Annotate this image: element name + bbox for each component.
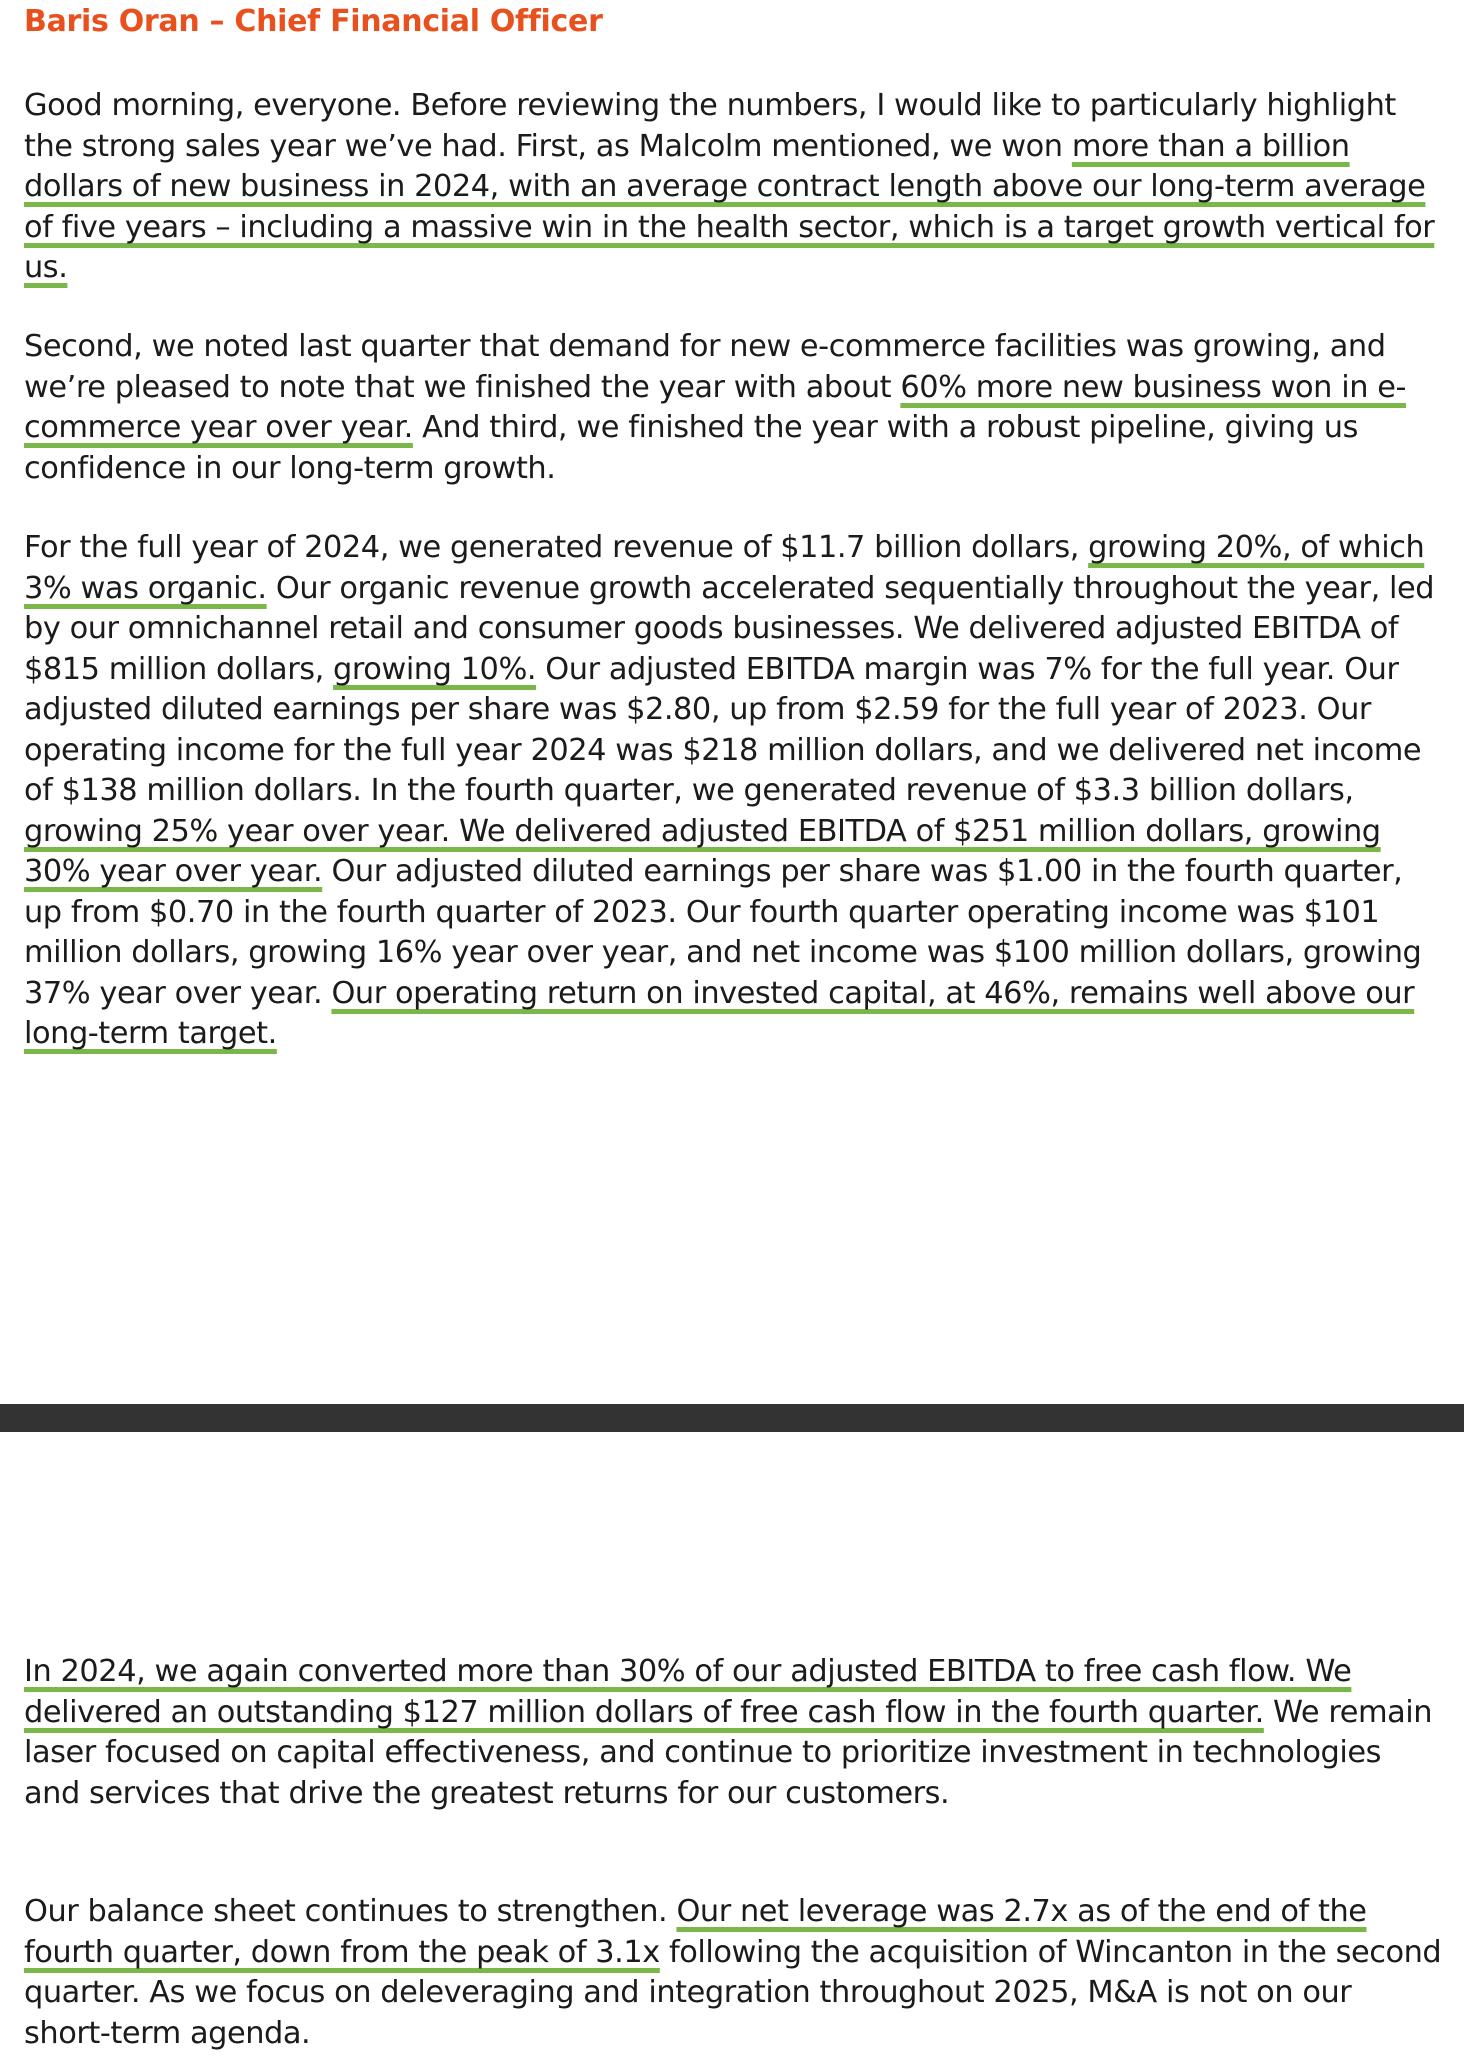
speaker-heading: Baris Oran – Chief Financial Officer bbox=[24, 4, 603, 39]
highlighted-text: Our operating return on invested capital, at 46%, remains well above our long-term target. bbox=[24, 975, 1415, 1051]
paragraph bbox=[24, 327, 1444, 489]
highlighted-text: more than a billion dollars of new business in 2024, with an average contract length above our long-term average of five years – including a massive win in the health sector, which is a target growth vertical for us. bbox=[24, 128, 1435, 285]
paragraph-ecommerce bbox=[24, 327, 1444, 489]
highlighted-text: growing 20%, of which 3% was organic. bbox=[24, 530, 1425, 606]
text-run: And third, we finished the year with a robust pipeline, giving us confidence in our long-term growth. bbox=[24, 410, 1358, 486]
highlighted-text: Our net leverage was 2.7x as of the end of the fourth quarter, down from the peak of 3.1x bbox=[24, 1894, 1367, 1970]
text-run: Our adjusted diluted earnings per share was $1.00 in the fourth quarter, up from $0.70 in the fourth quarter of 2023. Our fourth quarter operating income was $101 million dollars, growing 16% year over year, and net income was $100 million dollars, growing 37% year over year. bbox=[24, 854, 1422, 1011]
text-run: Second, we noted last quarter that demand for new e-commerce facilities was growing, and we’re pleased to note that we finished the year with about bbox=[24, 329, 1386, 405]
text-run: Our adjusted EBITDA margin was 7% for the full year. Our adjusted diluted earnings per share was $2.80, up from $2.59 for the full year of 2023. Our operating income for the full year 2024 was $218 million dollars, and we delivered net income of $138 million dollars. In the fourth quarter, we generated revenue of $3.3 billion dollars, bbox=[24, 651, 1422, 808]
highlighted-text: In 2024, we again converted more than 30% of our adjusted EBITDA to free cash flow. We delivered an outstanding $127 million dollars of free cash flow in the fourth quarter. bbox=[24, 1654, 1352, 1730]
text-run: We remain laser focused on capital effectiveness, and continue to prioritize investment in technologies and services that drive the greatest returns for our customers. bbox=[24, 1694, 1433, 1811]
text-run: Our organic revenue growth accelerated sequentially throughout the year, led by our omnichannel retail and consumer goods businesses. We delivered adjusted EBITDA of $815 million dollars, bbox=[24, 570, 1435, 687]
paragraph-balance-sheet bbox=[24, 1892, 1444, 2054]
highlighted-text: 60% more new business won in e-commerce year over year. bbox=[24, 369, 1406, 445]
paragraph bbox=[24, 528, 1444, 1055]
paragraph-financials bbox=[24, 528, 1444, 1055]
page-divider bbox=[0, 1404, 1464, 1432]
paragraph-cash-flow bbox=[24, 1652, 1444, 1814]
paragraph bbox=[24, 1652, 1444, 1814]
text-run: following the acquisition of Wincanton in the second quarter. As we focus on deleveraging and integration throughout 2025, M&A is not on our short-term agenda. bbox=[24, 1934, 1442, 2051]
paragraph bbox=[24, 86, 1444, 289]
text-run: Our balance sheet continues to strengthen. bbox=[24, 1894, 677, 1929]
page-2 bbox=[0, 1432, 1464, 2070]
text-run: For the full year of 2024, we generated revenue of $11.7 billion dollars, bbox=[24, 530, 1089, 565]
highlighted-text: growing 25% year over year. We delivered adjusted EBITDA of $251 million dollars, growing 30% year over year. bbox=[24, 813, 1381, 889]
page-1-content bbox=[24, 4, 1444, 40]
paragraph bbox=[24, 1892, 1444, 2054]
paragraph-opening bbox=[24, 86, 1444, 289]
highlighted-text: growing 10%. bbox=[333, 651, 537, 687]
text-run: Good morning, everyone. Before reviewing the numbers, I would like to particularly highlight the strong sales year we’ve had. First, as Malcolm mentioned, we won bbox=[24, 88, 1396, 164]
